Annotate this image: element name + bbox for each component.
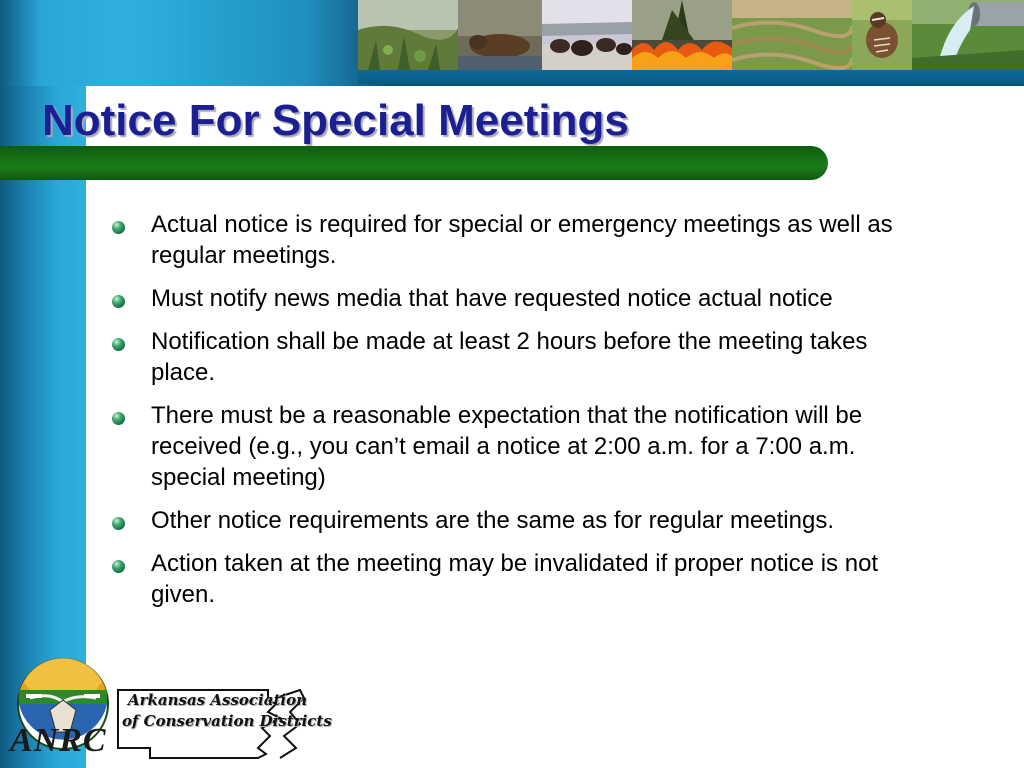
list-item: [108, 400, 918, 493]
bullet-icon: [112, 338, 125, 351]
quail-photo: [852, 0, 912, 70]
list-item: [108, 209, 918, 271]
association-name-line2: of Conservation Districts: [122, 712, 332, 730]
list-item: [108, 326, 918, 388]
water-pipe-photo: [912, 0, 1024, 70]
list-item: [108, 548, 918, 610]
association-name-line1: Arkansas Association: [128, 691, 308, 709]
bullet-icon: [112, 221, 125, 234]
bison-herd-photo: [542, 0, 632, 70]
slide-title: Notice For Special Meetings: [42, 96, 629, 145]
bullet-text: Notification shall be made at least 2 hours before the meeting takes place.: [151, 328, 868, 386]
bullet-text: Actual notice is required for special or emergency meetings as well as regular meetings.: [151, 211, 893, 269]
bullet-text: There must be a reasonable expectation that the notification will be received (e.g., you can’t email a notice at 2:00 a.m. for a 7:00 a.m. special meeting): [151, 402, 863, 491]
association-logo-text: [122, 690, 332, 732]
anrc-logo-text: ANRC: [10, 722, 107, 759]
header-photo-strip: [358, 0, 1024, 70]
list-item: [108, 283, 918, 314]
title-underline-bar: [0, 146, 828, 180]
bullet-text: Must notify news media that have requested notice actual notice: [151, 285, 833, 312]
wetland-plants-photo: [358, 0, 458, 70]
bullet-text: Other notice requirements are the same as for regular meetings.: [151, 507, 834, 534]
bullet-text: Action taken at the meeting may be invalidated if proper notice is not given.: [151, 550, 879, 608]
bullet-icon: [112, 412, 125, 425]
prairie-fire-photo: [632, 0, 732, 70]
bullet-icon: [112, 560, 125, 573]
bullet-icon: [112, 517, 125, 530]
list-item: [108, 505, 918, 536]
beaver-photo: [458, 0, 542, 70]
terraced-farmland-photo: [732, 0, 852, 70]
bullet-icon: [112, 295, 125, 308]
bullet-list: [108, 209, 918, 622]
header-strip-underline: [358, 70, 1024, 84]
